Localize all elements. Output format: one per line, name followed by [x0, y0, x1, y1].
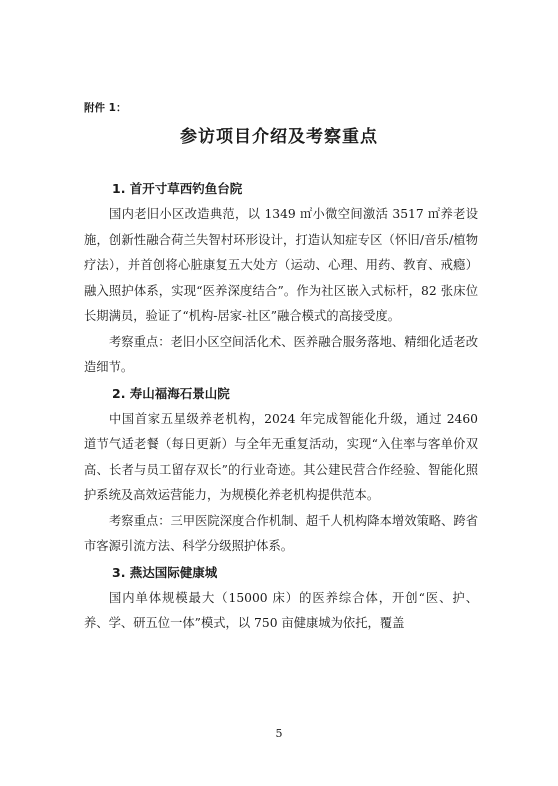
section-2	[84, 381, 478, 560]
page-number: 5	[275, 727, 283, 740]
section-heading: 1. 首开寸草西钓鱼台院	[112, 181, 243, 196]
document-title: 参访项目介绍及考察重点	[180, 127, 378, 147]
section-body: 国内单体规模最大（15000 床）的医养综合体，开创“医、护、养、学、研五位一体”模式，以 750 亩健康城为依托，覆盖	[84, 590, 478, 630]
attachment-label: 附件 1：	[84, 102, 127, 114]
section-3	[84, 560, 478, 637]
section-heading: 3. 燕达国际健康城	[112, 564, 218, 580]
section-body: 中国首家五星级养老机构，2024 年完成智能化升级，通过 2460 道节气适老餐（每日更新）与全年无重复活动，实现“入住率与客单价双高、长者与员工留存双长”的行业奇迹。其公建民营合作经验、智能化照护系统及高效运营能力，为规模化养老机构提供范本。	[84, 411, 478, 502]
section-body: 国内老旧小区改造典范，以 1349 ㎡小微空间激活 3517 ㎡养老设施，创新性融合荷兰失智村环形设计，打造认知症专区（怀旧/音乐/植物疗法），并首创将心脏康复五大处方（运动、心理、用药、教育、戒瘾）融入照护体系，实现“医养深度结合”。作为社区嵌入式标杆，82 张床位长期满员，验证了“机构-居家-社区”融合模式的高接受度。	[84, 207, 478, 323]
section-focus: 考察重点：老旧小区空间活化术、医养融合服务落地、精细化适老改造细节。	[84, 334, 478, 374]
section-1	[84, 176, 478, 381]
document-body	[84, 176, 478, 637]
section-focus: 考察重点：三甲医院深度合作机制、超千人机构降本增效策略、跨省市客源引流方法、科学分级照护体系。	[84, 513, 478, 553]
section-heading: 2. 寿山福海石景山院	[112, 385, 230, 401]
